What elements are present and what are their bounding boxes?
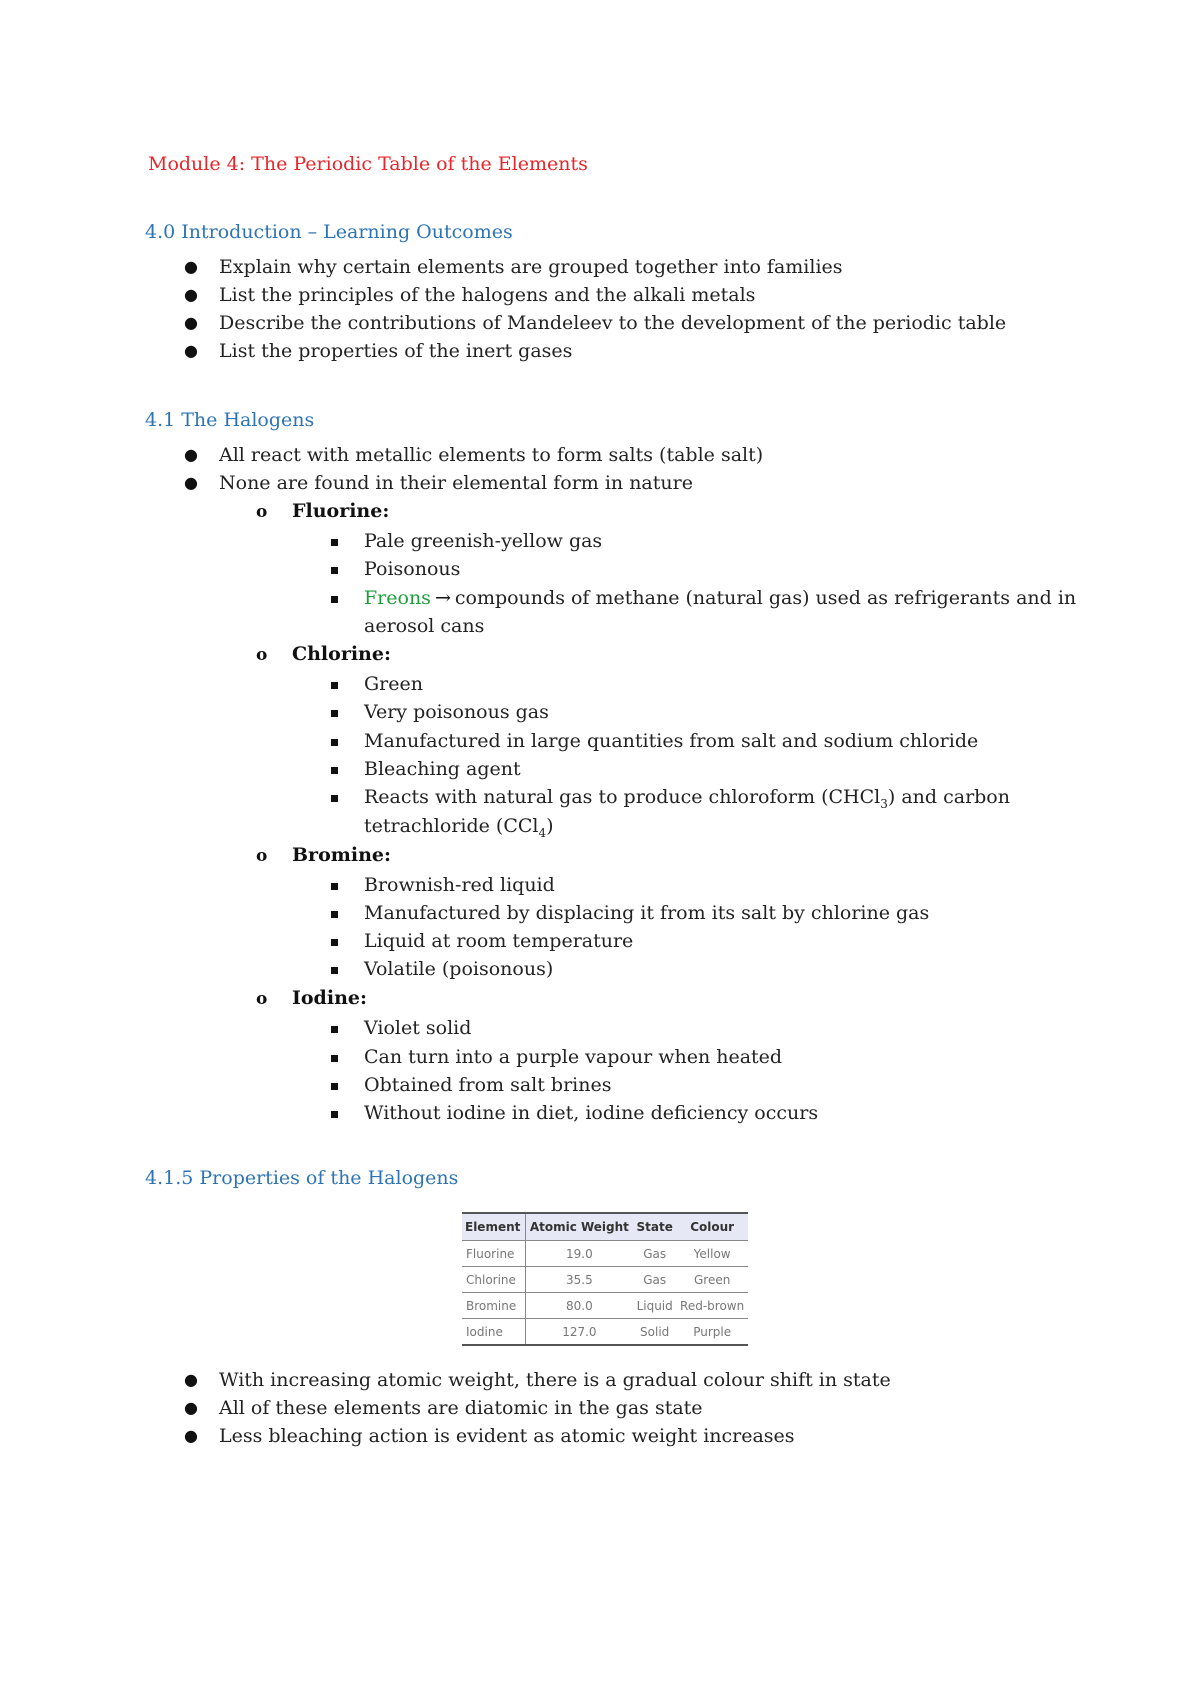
sub-bullet-icon: o: [256, 645, 268, 665]
square-bullet-icon: [331, 911, 338, 918]
chlorine-reacts-continued: tetrachloride (CCl$_4$): [364, 815, 554, 840]
iodine-label: Iodine:: [292, 987, 367, 1009]
square-bullet-icon: [331, 939, 338, 946]
sub-bullet-icon: o: [256, 846, 268, 866]
table-cell: Purple: [676, 1319, 748, 1346]
iodine-item: Violet solid: [364, 1017, 472, 1039]
sub-bullet-icon: o: [256, 502, 268, 522]
bromine-label: Bromine:: [292, 844, 391, 866]
column-header: Colour: [676, 1213, 748, 1241]
table-cell: Green: [676, 1267, 748, 1293]
square-bullet-icon: [331, 710, 338, 717]
square-bullet-icon: [331, 739, 338, 746]
table-row: [462, 1293, 748, 1319]
square-bullet-icon: [331, 539, 338, 546]
table-cell: Iodine: [462, 1319, 525, 1346]
intro-heading: 4.0 Introduction – Learning Outcomes: [145, 221, 513, 243]
chlorine-item: Bleaching agent: [364, 758, 521, 780]
column-header: State: [633, 1213, 676, 1241]
bromine-item: Manufactured by displacing it from its salt by chlorine gas: [364, 902, 930, 924]
bullet-icon: ●: [184, 257, 198, 276]
fluorine-label: Fluorine:: [292, 500, 390, 522]
iodine-item: Can turn into a purple vapour when heated: [364, 1046, 783, 1068]
square-bullet-icon: [331, 682, 338, 689]
bullet-icon: ●: [184, 473, 198, 492]
bromine-item: Liquid at room temperature: [364, 930, 634, 952]
table-cell: Solid: [633, 1319, 676, 1346]
square-bullet-icon: [331, 1111, 338, 1118]
properties-item: With increasing atomic weight, there is a gradual colour shift in state: [219, 1369, 891, 1391]
table-cell: Yellow: [676, 1241, 748, 1267]
sub-bullet-icon: o: [256, 989, 268, 1009]
column-header: Element: [462, 1213, 525, 1241]
halogens-heading: 4.1 The Halogens: [145, 409, 315, 431]
bullet-icon: ●: [184, 1370, 198, 1389]
table-row: [462, 1267, 748, 1293]
properties-item: Less bleaching action is evident as atomic weight increases: [219, 1425, 795, 1447]
intro-item: List the principles of the halogens and the alkali metals: [219, 284, 756, 306]
halogen-properties-table: [462, 1212, 748, 1346]
square-bullet-icon: [331, 596, 338, 603]
square-bullet-icon: [331, 1055, 338, 1062]
bullet-icon: ●: [184, 285, 198, 304]
properties-item: All of these elements are diatomic in the gas state: [219, 1397, 703, 1419]
square-bullet-icon: [331, 883, 338, 890]
table-cell: Fluorine: [462, 1241, 525, 1267]
square-bullet-icon: [331, 1026, 338, 1033]
square-bullet-icon: [331, 567, 338, 574]
chlorine-item: Manufactured in large quantities from salt and sodium chloride: [364, 730, 979, 752]
table-row: [462, 1319, 748, 1346]
column-header: Atomic Weight: [525, 1213, 633, 1241]
table-cell: 19.0: [525, 1241, 633, 1267]
fluorine-item: Poisonous: [364, 558, 461, 580]
square-bullet-icon: [331, 1083, 338, 1090]
square-bullet-icon: [331, 967, 338, 974]
bullet-icon: ●: [184, 1426, 198, 1445]
table-cell: Liquid: [633, 1293, 676, 1319]
fluorine-item: Pale greenish-yellow gas: [364, 530, 603, 552]
table-cell: Red-brown: [676, 1293, 748, 1319]
chlorine-reacts-item: Reacts with natural gas to produce chloroform (CHCl$_3$) and carbon: [364, 786, 1010, 811]
bullet-icon: ●: [184, 313, 198, 332]
halogens-item: All react with metallic elements to form salts (table salt): [219, 444, 764, 466]
properties-heading: 4.1.5 Properties of the Halogens: [145, 1167, 459, 1189]
chlorine-label: Chlorine:: [292, 643, 391, 665]
intro-item: Describe the contributions of Mandeleev to the development of the periodic table: [219, 312, 1007, 334]
fluorine-freons-item: Freons → compounds of methane (natural gas) used as refrigerants and in: [364, 587, 1077, 609]
halogens-item: None are found in their elemental form in nature: [219, 472, 693, 494]
intro-item: Explain why certain elements are grouped together into families: [219, 256, 843, 278]
bullet-icon: ●: [184, 1398, 198, 1417]
table-header-row: [462, 1213, 748, 1241]
table-cell: Bromine: [462, 1293, 525, 1319]
iodine-item: Obtained from salt brines: [364, 1074, 612, 1096]
table-cell: Chlorine: [462, 1267, 525, 1293]
table-cell: 35.5: [525, 1267, 633, 1293]
table-cell: 127.0: [525, 1319, 633, 1346]
arrow-right-icon: →: [434, 587, 451, 609]
table-cell: Gas: [633, 1241, 676, 1267]
chlorine-item: Green: [364, 673, 423, 695]
chlorine-item: Very poisonous gas: [364, 701, 549, 723]
table-cell: 80.0: [525, 1293, 633, 1319]
intro-item: List the properties of the inert gases: [219, 340, 573, 362]
square-bullet-icon: [331, 795, 338, 802]
freons-term: Freons: [364, 587, 431, 609]
bromine-item: Volatile (poisonous): [364, 958, 554, 980]
square-bullet-icon: [331, 767, 338, 774]
bullet-icon: ●: [184, 341, 198, 360]
bromine-item: Brownish-red liquid: [364, 874, 555, 896]
page-title: Module 4: The Periodic Table of the Elements: [148, 153, 588, 175]
fluorine-freons-continued: aerosol cans: [364, 615, 485, 637]
table-cell: Gas: [633, 1267, 676, 1293]
iodine-item: Without iodine in diet, iodine deficiency occurs: [364, 1102, 819, 1124]
bullet-icon: ●: [184, 445, 198, 464]
table-row: [462, 1241, 748, 1267]
